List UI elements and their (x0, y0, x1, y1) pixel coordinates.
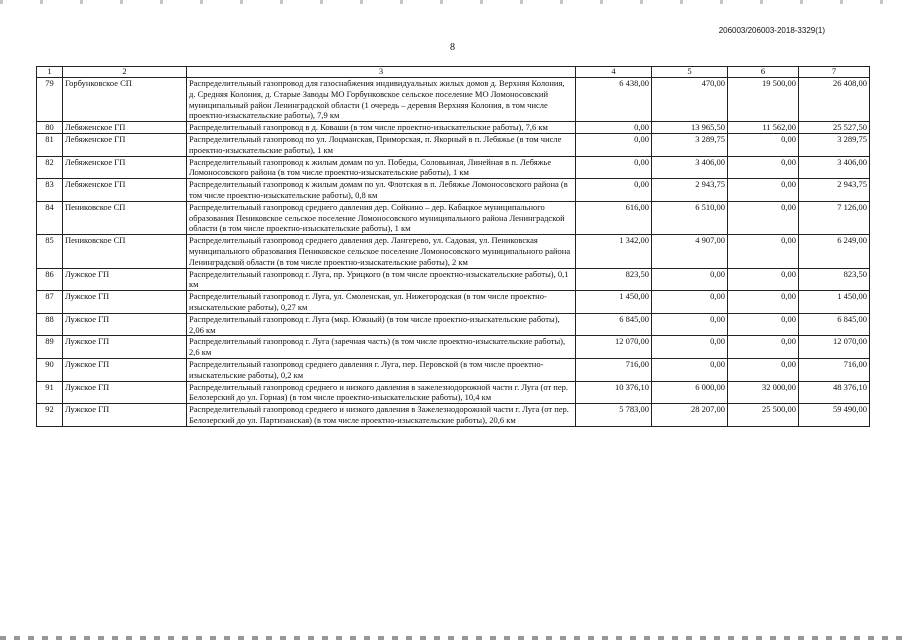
value-col7: 48 376,10 (799, 381, 870, 404)
column-header: 7 (799, 67, 870, 78)
table-row (37, 336, 870, 359)
value-col6: 0,00 (728, 201, 799, 234)
value-col5: 28 207,00 (652, 404, 728, 427)
row-number: 91 (37, 381, 63, 404)
column-header: 2 (63, 67, 187, 78)
value-col4: 716,00 (576, 358, 652, 381)
table-row (37, 313, 870, 336)
gas-pipeline-table (36, 66, 870, 427)
value-col4: 0,00 (576, 133, 652, 156)
value-col4: 6 438,00 (576, 78, 652, 122)
pipeline-description: Распределительный газопровод в д. Коваши (в том числе проектно-изыскательские работы), 7,6 км (187, 122, 576, 134)
table-row (37, 133, 870, 156)
row-number: 85 (37, 235, 63, 268)
value-col4: 6 845,00 (576, 313, 652, 336)
value-col4: 0,00 (576, 156, 652, 179)
table-row (37, 291, 870, 314)
table-row (37, 381, 870, 404)
column-header: 1 (37, 67, 63, 78)
value-col6: 0,00 (728, 336, 799, 359)
settlement-name: Лебяженское ГП (63, 122, 187, 134)
value-col6: 19 500,00 (728, 78, 799, 122)
header-row (37, 67, 870, 78)
value-col5: 6 000,00 (652, 381, 728, 404)
table-row (37, 122, 870, 134)
settlement-name: Лужское ГП (63, 336, 187, 359)
pipeline-description: Распределительный газопровод среднего и низкого давления в Зажелезнодорожной части г. Луга (от пер. Белозерский до ул. Партизанская) (в том числе проектно-изыскательские работы), 20,6 км (187, 404, 576, 427)
value-col5: 0,00 (652, 358, 728, 381)
row-number: 80 (37, 122, 63, 134)
row-number: 86 (37, 268, 63, 291)
value-col5: 0,00 (652, 313, 728, 336)
settlement-name: Лужское ГП (63, 381, 187, 404)
value-col7: 26 408,00 (799, 78, 870, 122)
table-row (37, 179, 870, 202)
value-col5: 3 289,75 (652, 133, 728, 156)
settlement-name: Лужское ГП (63, 268, 187, 291)
settlement-name: Горбунковское СП (63, 78, 187, 122)
row-number: 82 (37, 156, 63, 179)
settlement-name: Лебяженское ГП (63, 179, 187, 202)
table-row (37, 156, 870, 179)
scan-artifact-bottom (0, 636, 905, 640)
value-col7: 12 070,00 (799, 336, 870, 359)
value-col5: 13 965,50 (652, 122, 728, 134)
value-col5: 470,00 (652, 78, 728, 122)
scan-artifact-top (0, 0, 905, 4)
value-col4: 616,00 (576, 201, 652, 234)
value-col6: 0,00 (728, 235, 799, 268)
settlement-name: Лужское ГП (63, 358, 187, 381)
value-col7: 6 845,00 (799, 313, 870, 336)
value-col4: 0,00 (576, 179, 652, 202)
settlement-name: Пениковское СП (63, 201, 187, 234)
value-col6: 0,00 (728, 179, 799, 202)
table-row (37, 235, 870, 268)
value-col7: 59 490,00 (799, 404, 870, 427)
value-col7: 3 289,75 (799, 133, 870, 156)
pipeline-description: Распределительный газопровод среднего давления дер. Сойкино – дер. Кабацкое муниципального образования Пениковское сельское поселение Ломоносовского муниципального района Ленинградской области (в том числе проектно-изыскательские работы), 1 км (187, 201, 576, 234)
pipeline-description: Распределительный газопровод среднего и низкого давления в зажелезнодорожной части г. Луга (от пер. Белозерский до ул. Горная) (в том числе проектно-изыскательские работы), 10,4 км (187, 381, 576, 404)
settlement-name: Пениковское СП (63, 235, 187, 268)
row-number: 90 (37, 358, 63, 381)
row-number: 87 (37, 291, 63, 314)
value-col7: 7 126,00 (799, 201, 870, 234)
value-col7: 25 527,50 (799, 122, 870, 134)
value-col7: 823,50 (799, 268, 870, 291)
value-col4: 1 450,00 (576, 291, 652, 314)
column-header: 6 (728, 67, 799, 78)
pipeline-description: Распределительный газопровод к жилым домам по ул. Флотская в п. Лебяжье Ломоносовского района (в том числе проектно-изыскательские работы), 0,8 км (187, 179, 576, 202)
pipeline-description: Распределительный газопровод для газоснабжения индивидуальных жилых домов д. Верхняя Колония, д. Средняя Колония, д. Старые Заводы МО Горбунковское сельское поселение МО Ломоносовский муниципальный район Ленинградской области (1 очередь – деревня Верхняя Колония, в том числе проектно-изыскательские работы), 7,9 км (187, 78, 576, 122)
settlement-name: Лебяженское ГП (63, 133, 187, 156)
value-col6: 0,00 (728, 268, 799, 291)
value-col4: 5 783,00 (576, 404, 652, 427)
value-col7: 1 450,00 (799, 291, 870, 314)
table-row (37, 358, 870, 381)
settlement-name: Лужское ГП (63, 291, 187, 314)
value-col6: 25 500,00 (728, 404, 799, 427)
row-number: 83 (37, 179, 63, 202)
pipeline-description: Распределительный газопровод среднего давления дер. Лангерево, ул. Садовая, ул. Пениковская муниципального образования Пениковское сельское поселение Ломоносовского муниципального района Ленинградской области (в том числе проектно-изыскательские работы), 2 км (187, 235, 576, 268)
row-number: 84 (37, 201, 63, 234)
row-number: 79 (37, 78, 63, 122)
value-col6: 0,00 (728, 291, 799, 314)
settlement-name: Лебяженское ГП (63, 156, 187, 179)
document-code: 206003/206003-2018-3329(1) (718, 26, 825, 35)
row-number: 88 (37, 313, 63, 336)
value-col6: 11 562,00 (728, 122, 799, 134)
pipeline-description: Распределительный газопровод г. Луга, ул. Смоленская, ул. Нижегородская (в том числе проектно-изыскательские работы), 0,27 км (187, 291, 576, 314)
pipeline-description: Распределительный газопровод к жилым домам по ул. Победы, Соловьиная, Линейная в п. Лебяжье Ломоносовского района (в том числе проектно-изыскательские работы), 1 км (187, 156, 576, 179)
value-col6: 32 000,00 (728, 381, 799, 404)
value-col5: 4 907,00 (652, 235, 728, 268)
value-col6: 0,00 (728, 313, 799, 336)
value-col7: 6 249,00 (799, 235, 870, 268)
column-header: 4 (576, 67, 652, 78)
value-col4: 10 376,10 (576, 381, 652, 404)
value-col5: 3 406,00 (652, 156, 728, 179)
value-col5: 0,00 (652, 336, 728, 359)
value-col4: 1 342,00 (576, 235, 652, 268)
column-header: 3 (187, 67, 576, 78)
value-col7: 2 943,75 (799, 179, 870, 202)
value-col4: 12 070,00 (576, 336, 652, 359)
value-col6: 0,00 (728, 358, 799, 381)
value-col5: 2 943,75 (652, 179, 728, 202)
row-number: 89 (37, 336, 63, 359)
table-row (37, 201, 870, 234)
value-col5: 0,00 (652, 291, 728, 314)
page-number: 8 (450, 42, 455, 53)
settlement-name: Лужское ГП (63, 313, 187, 336)
table-row (37, 404, 870, 427)
value-col6: 0,00 (728, 133, 799, 156)
pipeline-description: Распределительный газопровод г. Луга (мкр. Южный) (в том числе проектно-изыскательские работы), 2,06 км (187, 313, 576, 336)
value-col4: 823,50 (576, 268, 652, 291)
value-col5: 6 510,00 (652, 201, 728, 234)
value-col7: 716,00 (799, 358, 870, 381)
settlement-name: Лужское ГП (63, 404, 187, 427)
row-number: 81 (37, 133, 63, 156)
column-header: 5 (652, 67, 728, 78)
pipeline-description: Распределительный газопровод г. Луга (заречная часть) (в том числе проектно-изыскательские работы), 2,6 км (187, 336, 576, 359)
table-row (37, 78, 870, 122)
row-number: 92 (37, 404, 63, 427)
value-col7: 3 406,00 (799, 156, 870, 179)
pipeline-description: Распределительный газопровод среднего давления г. Луга, пер. Перовской (в том числе проектно-изыскательские работы), 0,2 км (187, 358, 576, 381)
value-col4: 0,00 (576, 122, 652, 134)
pipeline-description: Распределительный газопровод г. Луга, пр. Урицкого (в том числе проектно-изыскательские работы), 0,1 км (187, 268, 576, 291)
table-row (37, 268, 870, 291)
value-col5: 0,00 (652, 268, 728, 291)
value-col6: 0,00 (728, 156, 799, 179)
pipeline-description: Распределительный газопровод по ул. Лоцманская, Приморская, п. Якорный в п. Лебяжье (в том числе проектно-изыскательские работы), 1 км (187, 133, 576, 156)
